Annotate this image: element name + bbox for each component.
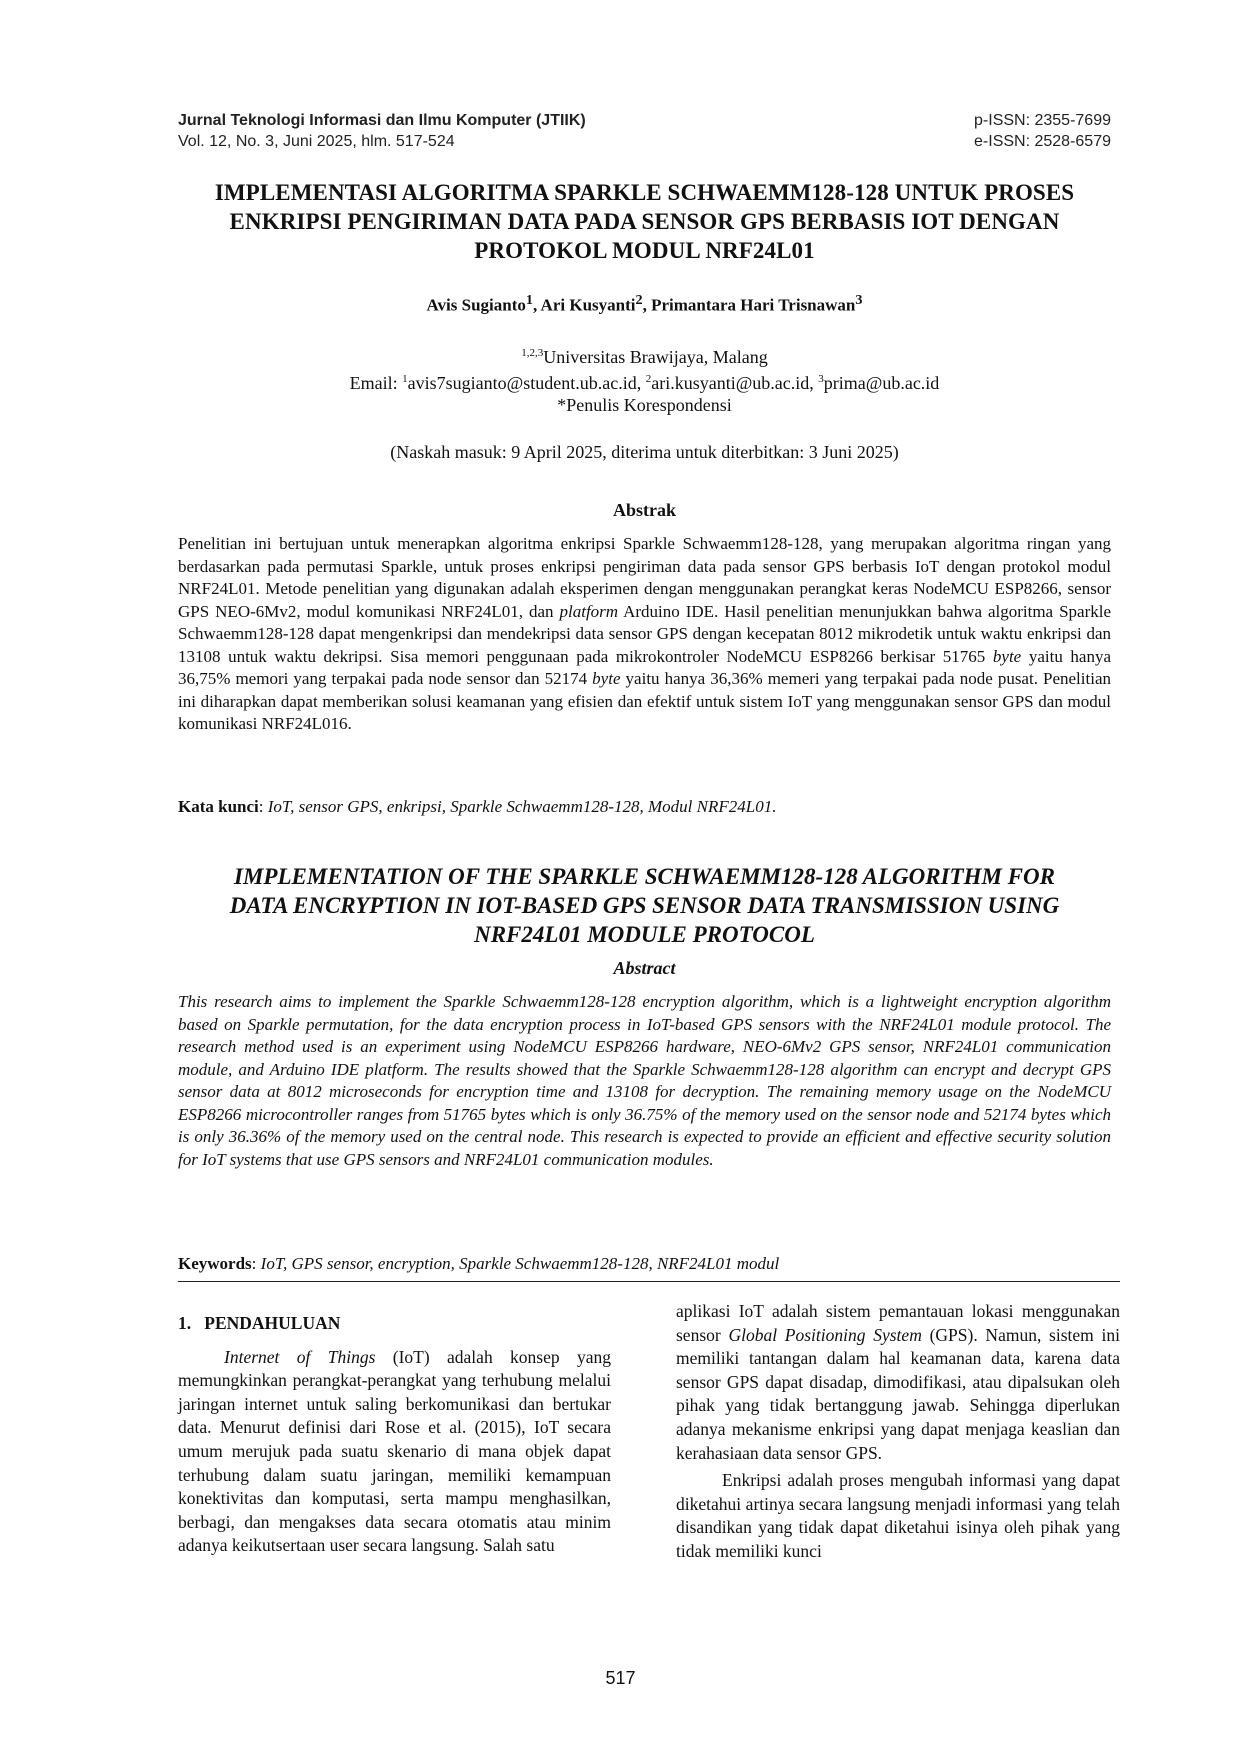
english-title — [160, 862, 1129, 949]
keywords — [178, 1254, 1111, 1274]
gps-term: Global Positioning System — [728, 1324, 922, 1345]
section-heading: 1. PENDAHULUAN — [178, 1313, 341, 1333]
abstrak-text-4: yaitu hanya 36,36% memeri yang terpakai pada node pusat. Penelitian ini diharapkan dapat memberikan solusi keamanan yang efisien dan efektif untuk sistem IoT yang menggunakan sensor GPS dan modul komunikasi NRF24L016. — [178, 669, 1111, 733]
author-3-sup: 3 — [855, 292, 863, 308]
corresponding-note: *Penulis Korespondensi — [557, 395, 732, 415]
abstrak-body — [178, 533, 1111, 736]
intro-paragraph-1-cont — [676, 1300, 1120, 1465]
journal-name: Jurnal Teknologi Informasi dan Ilmu Komputer (JTIIK) — [178, 112, 586, 129]
submission-dates: (Naskah masuk: 9 April 2025, diterima untuk diterbitkan: 3 Juni 2025) — [390, 442, 899, 462]
university: Universitas Brawijaya, Malang — [543, 347, 768, 367]
section-divider — [178, 1281, 1120, 1282]
email-2: ari.kusyanti@ub.ac.id, — [651, 373, 819, 393]
kata-kunci — [178, 797, 1111, 817]
abstrak-text-2: Arduino IDE. Hasil penelitian menunjukkan bahwa algoritma Sparkle Schwaemm128-128 dapat mengenkripsi dan mendekripsi data sensor GPS dengan kecepatan 8012 mikrodetik untuk waktu enkripsi dan 13108 untuk waktu dekripsi. Sisa memori penggunaan pada mikrokontroler NodeMCU ESP8266 berkisar 51765 — [178, 601, 1111, 666]
intro-text-2b: (GPS). Namun, sistem ini memiliki tantangan dalam hal keamanan data, karena data sensor GPS dapat disadap, dimodifikasi, atau dipalsukan oleh pihak yang tidak bertanggung jawab. Sehingga diperlukan adanya mekanisme enkripsi yang dapat menjaga keaslian dan kerahasiaan data sensor GPS. — [676, 1324, 1120, 1463]
abstrak-platform-term: platform — [559, 601, 619, 621]
english-title-line-1: IMPLEMENTATION OF THE SPARKLE SCHWAEMM128-128 ALGORITHM FOR — [234, 864, 1055, 889]
english-title-line-2: DATA ENCRYPTION IN IOT-BASED GPS SENSOR DATA TRANSMISSION USING — [229, 893, 1060, 918]
author-2: Ari Kusyanti — [540, 295, 636, 315]
left-column — [178, 1312, 611, 1558]
intro-text-1: (IoT) adalah konsep yang memungkinkan perangkat-perangkat yang terhubung melalui jaringan internet untuk saling berkomunikasi dan bertukar data. Menurut definisi dari Rose et al. (2015), IoT secara umum merujuk pada suatu skenario di mana objek dapat terhubung dalam suatu jaringan, memiliki kemampuan konektivitas dan komputasi, serta mampu menghasilkan, berbagi, dan mengakses data secara otomatis atau minim adanya keikutsertaan user secara langsung. Salah satu — [178, 1346, 611, 1556]
abstract-heading: Abstract — [613, 958, 676, 978]
running-header — [178, 110, 1111, 152]
email-3-sup: 3 — [818, 373, 824, 385]
abstrak-text-1: Penelitian ini bertujuan untuk menerapkan algoritma enkripsi Sparkle Schwaemm128-128, yang merupakan algoritma ringan yang berdasarkan pada permutasi Sparkle, untuk proses enkripsi pengiriman data pada sensor GPS berbasis IoT dengan protokol modul NRF24L01. Metode penelitian yang digunakan adalah eksperimen dengan menggunakan perangkat keras NodeMCU ESP8266, sensor GPS NEO-6Mv2, modul komunikasi NRF24L01, dan — [178, 534, 1111, 621]
email-1-sup: 1 — [402, 373, 408, 385]
right-column — [676, 1300, 1120, 1564]
author-1-sup: 1 — [525, 292, 533, 308]
affil-sup: 1,2,3 — [521, 347, 544, 359]
author-2-sup: 2 — [635, 292, 643, 308]
kata-kunci-values: IoT, sensor GPS, enkripsi, Sparkle Schwaemm128-128, Modul NRF24L01. — [267, 797, 777, 816]
title-line-3: PROTOKOL MODUL NRF24L01 — [474, 238, 815, 263]
e-issn: e-ISSN: 2528-6579 — [974, 133, 1111, 150]
email-2-sup: 2 — [645, 373, 652, 385]
author-3: Primantara Hari Trisnawan — [651, 295, 856, 315]
abstrak-text-3: yaitu hanya 36,75% memori yang terpakai pada node sensor dan 52174 — [178, 646, 1111, 688]
abstrak-byte-term-1: byte — [992, 646, 1022, 666]
author-1: Avis Sugianto — [426, 295, 526, 315]
email-1: avis7sugianto@student.ub.ac.id, — [407, 373, 646, 393]
p-issn: p-ISSN: 2355-7699 — [974, 112, 1111, 129]
iot-term: Internet of Things — [224, 1346, 376, 1367]
email-line — [170, 368, 1119, 394]
abstrak-byte-term-2: byte — [592, 669, 621, 688]
keywords-sep: : — [251, 1254, 261, 1273]
email-3: prima@ub.ac.id — [823, 373, 940, 393]
intro-text-2a: aplikasi IoT adalah sistem pemantauan lokasi menggunakan sensor — [676, 1301, 1120, 1345]
kata-kunci-label: Kata kunci — [178, 797, 259, 816]
kata-kunci-sep: : — [258, 797, 268, 816]
english-title-line-3: NRF24L01 MODULE PROTOCOL — [474, 922, 815, 947]
abstract-body: This research aims to implement the Sparkle Schwaemm128-128 encryption algorithm, which is a lightweight encryption algorithm based on Sparkle permutation, for the data encryption process in IoT-based GPS sensors with the NRF24L01 module protocol. The research method used is an experiment using NodeMCU ESP8266 hardware, NEO-6Mv2 GPS sensor, NRF24L01 communication module, and Arduino IDE platform. The results showed that the Sparkle Schwaemm128-128 algorithm can encrypt and decrypt GPS sensor data at 8012 microseconds for encryption time and 13108 for decryption. The remaining memory usage on the NodeMCU ESP8266 microcontroller ranges from 51765 bytes which is only 36.75% of the memory used on the sensor node and 52174 bytes which is only 36.36% of the memory used on the central node. This research is expected to provide an efficient and effective security solution for IoT systems that use GPS sensors and NRF24L01 communication modules. — [178, 992, 1111, 1169]
intro-paragraph-2: Enkripsi adalah proses mengubah informasi yang dapat diketahui artinya secara langsung menjadi informasi yang telah disandikan yang tidak dapat diketahui isinya oleh pihak yang tidak memiliki kunci — [676, 1470, 1120, 1561]
title-line-1: IMPLEMENTASI ALGORITMA SPARKLE SCHWAEMM128-128 UNTUK PROSES — [214, 180, 1075, 205]
page-number: 517 — [605, 1668, 636, 1688]
affiliation-block — [170, 342, 1119, 416]
volume-info: Vol. 12, No. 3, Juni 2025, hlm. 517-524 — [178, 133, 455, 150]
author-list: Avis Sugianto$^1$, Ari Kusyanti$^2$, Primantara Hari Trisnawan$^3$ — [426, 292, 863, 315]
email-label: Email: — [349, 373, 403, 393]
keywords-values: IoT, GPS sensor, encryption, Sparkle Schwaemm128-128, NRF24L01 modul — [260, 1254, 780, 1273]
title-line-2: ENKRIPSI PENGIRIMAN DATA PADA SENSOR GPS BERBASIS IOT DENGAN — [229, 209, 1060, 234]
paper-title — [170, 178, 1119, 265]
abstrak-heading: Abstrak — [612, 500, 676, 520]
intro-paragraph-1 — [178, 1346, 611, 1558]
keywords-label: Keywords — [178, 1254, 252, 1273]
